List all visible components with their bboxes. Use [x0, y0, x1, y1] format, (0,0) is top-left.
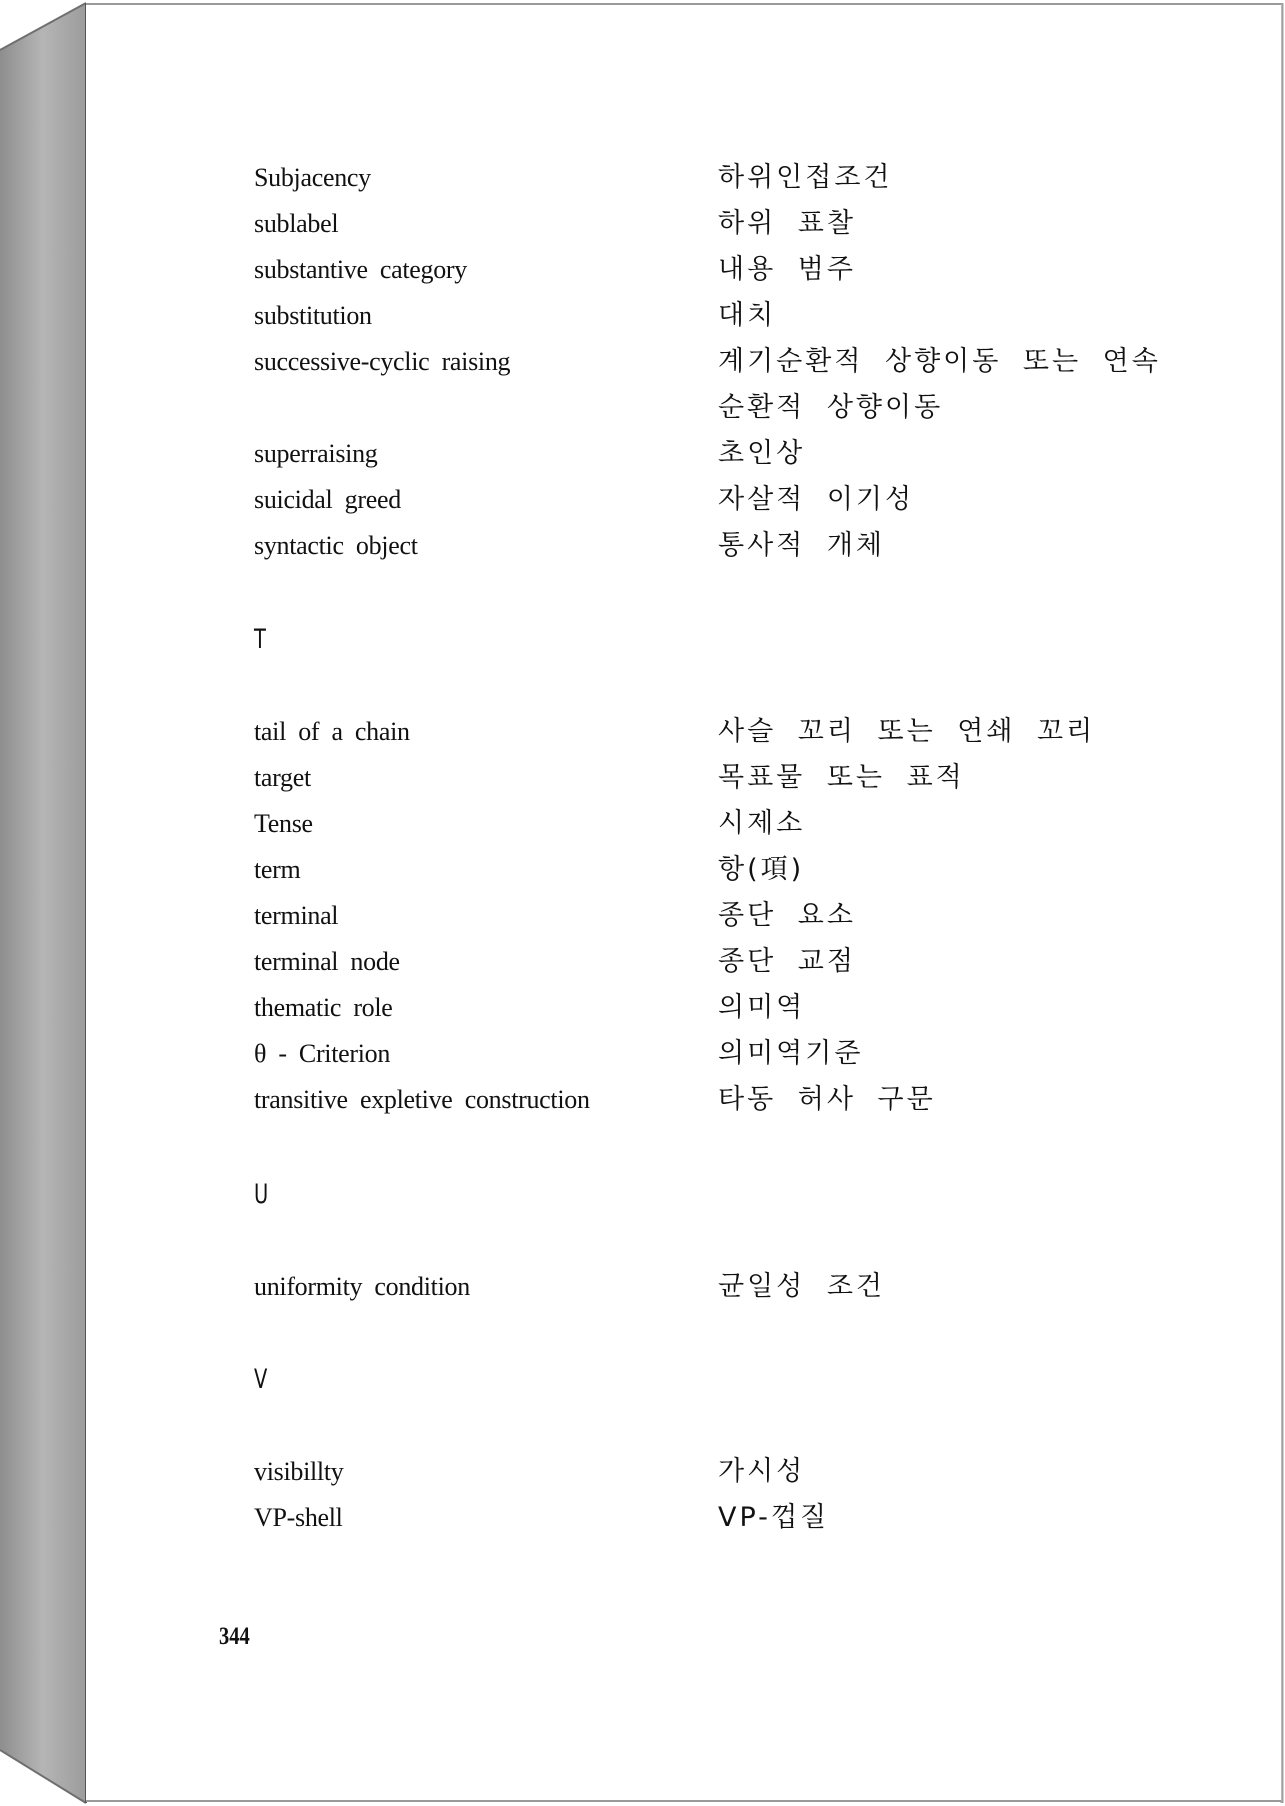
glossary-entry [86, 1455, 1281, 1501]
entry-term: superraising [254, 439, 378, 468]
glossary-entry [86, 437, 1281, 483]
section-heading-t: T [254, 624, 266, 655]
glossary-entry [86, 715, 1281, 761]
glossary-entry [86, 299, 1281, 345]
glossary-entry [86, 899, 1281, 945]
entry-term: uniformity condition [254, 1272, 470, 1301]
entry-term: suicidal greed [254, 485, 401, 514]
entry-translation: 내용 범주 [718, 254, 856, 285]
entry-term: sublabel [254, 209, 339, 238]
glossary-entry [86, 761, 1281, 807]
entry-translation: 항(項) [718, 854, 805, 885]
entry-translation: 시제소 [718, 808, 806, 839]
glossary-entry [86, 483, 1281, 529]
entry-translation: 초인상 [718, 438, 806, 469]
entry-translation: 의미역 [718, 992, 806, 1023]
page-number: 344 [219, 1623, 250, 1650]
glossary-entry [86, 1270, 1281, 1316]
entry-term: target [254, 763, 311, 792]
entry-translation-continued: 순환적 상향이동 [718, 392, 944, 423]
entry-translation [718, 345, 1161, 425]
glossary-entry [86, 1037, 1281, 1083]
glossary-entry [86, 161, 1281, 207]
entry-term: terminal [254, 901, 339, 930]
entry-term: Tense [254, 809, 313, 838]
entry-term: substitution [254, 301, 372, 330]
entry-term: transitive expletive construction [254, 1085, 590, 1114]
glossary-entry [86, 853, 1281, 899]
glossary-entry [86, 991, 1281, 1037]
glossary-entry [86, 1501, 1281, 1547]
entry-translation: 균일성 조건 [718, 1271, 885, 1302]
entry-term: successive-cyclic raising [254, 347, 511, 376]
section-heading-v: V [254, 1364, 268, 1395]
entry-term: θ - Criterion [254, 1039, 391, 1068]
glossary-entry [86, 945, 1281, 991]
entry-translation: 종단 요소 [718, 900, 856, 931]
entry-term: visibillty [254, 1457, 344, 1486]
glossary-entry [86, 345, 1281, 423]
entry-translation: 타동 허사 구문 [718, 1084, 936, 1115]
entry-translation: 가시성 [718, 1456, 806, 1487]
entry-term: term [254, 855, 301, 884]
entry-translation: 하위인접조건 [718, 162, 893, 193]
entry-translation: 의미역기준 [718, 1038, 864, 1069]
entry-translation-line: 계기순환적 상향이동 또는 연속 [718, 346, 1161, 377]
entry-translation: 자살적 이기성 [718, 484, 915, 515]
entry-translation: 사슬 꼬리 또는 연쇄 꼬리 [718, 716, 1096, 747]
glossary-entry [86, 207, 1281, 253]
entry-term: tail of a chain [254, 717, 410, 746]
entry-term: syntactic object [254, 531, 418, 560]
entry-translation: 하위 표찰 [718, 208, 856, 239]
book-page [86, 3, 1282, 1802]
entry-translation: 대치 [718, 300, 777, 331]
entry-translation: VP-껍질 [718, 1502, 830, 1533]
glossary-entry [86, 1083, 1281, 1129]
glossary-entry [86, 253, 1281, 299]
section-heading-u: U [254, 1179, 269, 1210]
entry-translation: 통사적 개체 [718, 530, 885, 561]
glossary-entry [86, 807, 1281, 853]
entry-term: substantive category [254, 255, 467, 284]
entry-term: terminal node [254, 947, 400, 976]
entry-translation: 종단 교점 [718, 946, 856, 977]
entry-term: VP-shell [254, 1503, 343, 1532]
entry-translation: 목표물 또는 표적 [718, 762, 965, 793]
entry-term: thematic role [254, 993, 393, 1022]
glossary-entry [86, 529, 1281, 575]
entry-term: Subjacency [254, 163, 371, 192]
